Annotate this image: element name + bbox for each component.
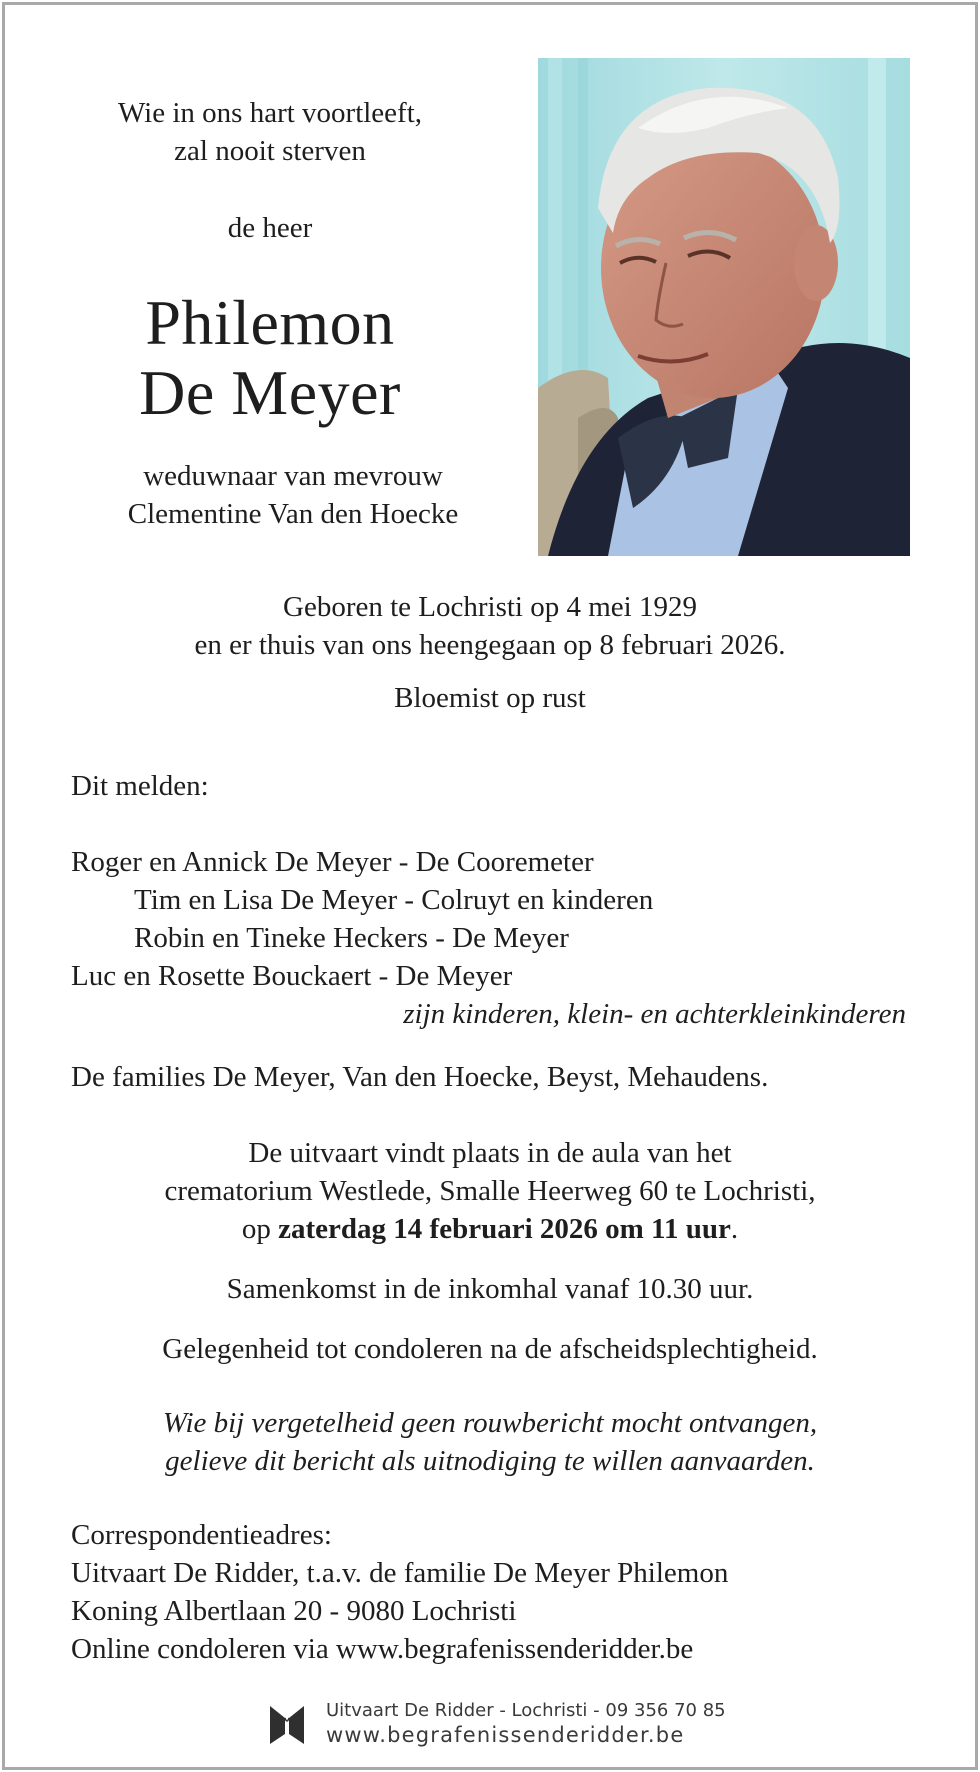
funeral-date-suffix: .: [730, 1213, 739, 1245]
spouse-line-2: Clementine Van den Hoecke: [127, 498, 459, 530]
invitation-notice: [0, 1404, 980, 1480]
deceased-name: [40, 288, 500, 428]
funeral-line-3: [0, 1210, 980, 1248]
family-line-3: Robin en Tineke Heckers - De Meyer: [134, 922, 569, 954]
deceased-first-name: Philemon: [145, 287, 395, 358]
condolence-info: Gelegenheid tot condoleren na de afscheidsplechtigheid.: [162, 1333, 818, 1365]
family-list: [71, 843, 931, 995]
spouse-info: [40, 457, 546, 533]
funeral-line-2: crematorium Westlede, Smalle Heerweg 60 te Lochristi,: [164, 1175, 816, 1207]
family-line-2: Tim en Lisa De Meyer - Colruyt en kinderen: [134, 884, 654, 916]
spouse-line-1: weduwnaar van mevrouw: [143, 460, 443, 492]
address-line-1: Uitvaart De Ridder, t.a.v. de familie De Meyer Philemon: [71, 1557, 729, 1589]
address-online: Online condoleren via www.begrafenissenderidder.be: [71, 1633, 694, 1665]
footer-website: www.begrafenissenderidder.be: [326, 1723, 685, 1747]
family-caption: zijn kinderen, klein- en achterkleinkinderen: [403, 998, 906, 1030]
motto: [40, 94, 500, 170]
family-line-1: Roger en Annick De Meyer - De Cooremeter: [71, 846, 594, 878]
family-line-4: Luc en Rosette Bouckaert - De Meyer: [71, 960, 513, 992]
deceased-last-name: De Meyer: [139, 357, 401, 428]
birth-line-1: Geboren te Lochristi op 4 mei 1929: [283, 591, 697, 623]
motto-line-1: Wie in ons hart voortleeft,: [117, 97, 423, 129]
funeral-date: zaterdag 14 februari 2026 om 11 uur: [278, 1213, 731, 1245]
notice-line-2: gelieve dit bericht als uitnodiging te willen aanvaarden.: [165, 1445, 815, 1477]
portrait-photo: [538, 58, 910, 556]
birth-info: [0, 588, 980, 664]
notice-line-1: Wie bij vergetelheid geen rouwbericht mocht ontvangen,: [162, 1407, 818, 1439]
address-label: Correspondentieadres:: [71, 1519, 332, 1551]
profession: Bloemist op rust: [394, 682, 586, 714]
honorific: de heer: [227, 212, 313, 244]
funeral-home-logo-icon: [268, 1704, 306, 1744]
birth-line-2: en er thuis van ons heengegaan op 8 februari 2026.: [194, 629, 786, 661]
address-line-2: Koning Albertlaan 20 - 9080 Lochristi: [71, 1595, 517, 1627]
announce-label: Dit melden:: [71, 770, 209, 802]
funeral-line-1: De uitvaart vindt plaats in de aula van het: [248, 1137, 732, 1169]
correspondence-address: [71, 1516, 951, 1668]
funeral-date-prefix: op: [241, 1213, 279, 1245]
motto-line-2: zal nooit sterven: [174, 135, 366, 167]
footer-contact: Uitvaart De Ridder - Lochristi - 09 356 70 85: [326, 1700, 726, 1721]
extended-families: De families De Meyer, Van den Hoecke, Beyst, Mehaudens.: [71, 1061, 769, 1093]
gathering-info: Samenkomst in de inkomhal vanaf 10.30 uur.: [226, 1273, 754, 1305]
funeral-details: [0, 1134, 980, 1248]
